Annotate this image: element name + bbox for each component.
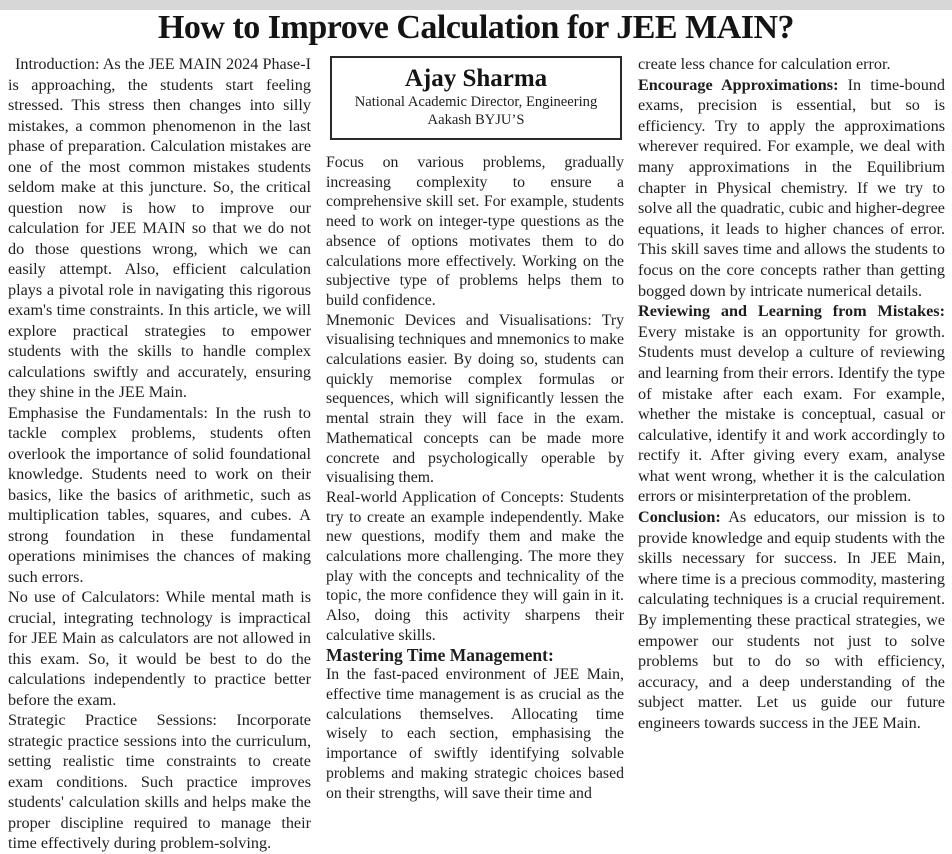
paragraph: No use of Calculators: While mental math is crucial, integrating technology is impractical for JEE Main as calculators are not allowed in this exam. So, it would be best to do the calculations independently to practice better before the exam. — [8, 588, 311, 709]
paragraph: Focus on various problems, gradually increasing complexity to ensure a comprehensive skill set. For example, students need to work on integer-type questions as the absence of options motivates them to do calculations more effectively. Working on the subjective type of problems helps them to build confidence. — [326, 154, 624, 309]
article-column-3 — [638, 54, 945, 732]
article-column-2 — [326, 54, 624, 802]
page-title: How to Improve Calculation for JEE MAIN? — [157, 9, 795, 46]
paragraph: Conclusion: As educators, our mission is to provide knowledge and equip students with the skills necessary for success. In JEE Main, where time is a precious commodity, mastering calculating techniques is a crucial requirement. By implementing these practical strategies, we empower our students not just to solve problems but to do so with efficiency, accuracy, and a deep understanding of the subject matter. Let us guide our future engineers towards success in the JEE Main. — [638, 508, 945, 732]
paragraph: create less chance for calculation error. — [638, 55, 891, 73]
paragraph: Real-world Application of Concepts: Students try to create an example independently. Make new questions, modify them and make the calculations more challenging. The more they play with the concepts and technicality of the topic, the more confidence they will gain in it. Also, doing this activity sharpens their calculative skills. — [326, 488, 624, 644]
section-heading: Mastering Time Management: — [326, 644, 554, 665]
paragraph: Introduction: As the JEE MAIN 2024 Phase-I is approaching, the students start feeling stressed. This stress then changes into silly mistakes, a common phenomenon in the last phase of preparation. Calculation mistakes are one of the most common mistakes students seldom make at this juncture. So, the critical question now is how to improve our calculation for JEE MAIN so that we do not do those questions wrong, which we can easily attempt. Also, efficient calculation plays a pivotal role in navigating this rigorous exam's time constraints. In this article, we will explore practical strategies to empower students with the skills to handle complex calculations swiftly and accurately, ensuring they shine in the JEE Main. — [8, 55, 311, 401]
author-role: National Academic Director, Engineering — [354, 94, 598, 110]
paragraph: Mnemonic Devices and Visualisations: Try visualising techniques and mnemonics to make calculations easier. By doing so, students can quickly memorise complex formulas or sequences, which will significantly lessen the mental strain they will face in the exam. Mathematical concepts can be made more concrete and psychologically operable by visualising them. — [326, 311, 624, 487]
author-box — [330, 56, 622, 140]
paragraph-bold-lead: Encourage Approximations: — [638, 75, 848, 94]
paragraph: Encourage Approximations: In time-bound exams, precision is essential, but so is efficiency. Try to apply the approximations wherever required. For example, we deal with many approximations in the Equilibrium chapter in Physical chemistry. If we try to solve all the quadratic, cubic and higher-degree equations, it leads to higher chances of error. This skill saves time and allows the students to focus on the core concepts rather than getting bogged down by intricate numerical details. — [638, 75, 945, 300]
paragraph-bold-lead: Reviewing and Learning from Mistakes: — [638, 302, 945, 321]
article-column-2-text — [326, 153, 624, 803]
author-name: Ajay Sharma — [404, 65, 548, 92]
paragraph-bold-lead: Conclusion: — [638, 508, 729, 527]
article-column-1 — [8, 54, 311, 852]
author-organization: Aakash BYJU’S — [427, 112, 525, 128]
paragraph: In the fast-paced environment of JEE Main, effective time management is as crucial as the calculations themselves. Allocating time wisely to each section, emphasising the importance of swiftly identifying solvable problems and making strategic choices based on their strengths, will save their time and — [326, 666, 624, 802]
paragraph: Strategic Practice Sessions: Incorporate strategic practice sessions into the curriculum, setting realistic time constraints to create exam conditions. Such practice improves students' calculation skills and helps make the proper discipline required to manage their time effectively during problem-solving. — [8, 711, 311, 852]
paragraph: Emphasise the Fundamentals: In the rush to tackle complex problems, students often overlook the importance of solid foundational knowledge. Students need to work on their basics, like the basics of arithmetic, such as multiplication tables, squares, and cubes. A strong foundation in these fundamental operations minimises the chances of making such errors. — [8, 403, 311, 586]
paragraph: Reviewing and Learning from Mistakes: Every mistake is an opportunity for growth. Students must develop a culture of reviewing and learning from their errors. Identify the type of mistake after each exam. For example, whether the mistake is conceptual, casual or calculative, identify it and work accordingly to rectify it. After giving every exam, analyse what went wrong, whether it is the calculation errors or misinterpretation of the problem. — [638, 302, 945, 506]
